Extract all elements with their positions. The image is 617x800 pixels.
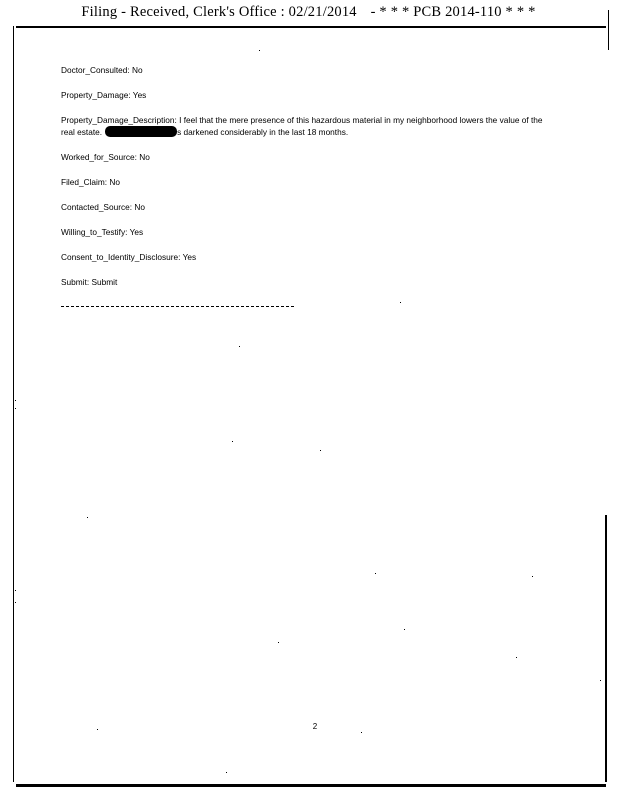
field-label: Consent_to_Identity_Disclosure:: [61, 252, 181, 262]
field-value: No: [134, 202, 145, 212]
field-willing-to-testify: [61, 226, 555, 238]
scan-speck: [239, 346, 240, 347]
scan-speck: [375, 573, 376, 574]
field-consent-to-identity-disclosure: [61, 251, 555, 263]
field-label: Property_Damage_Description:: [61, 115, 177, 125]
page-right-edge: [605, 515, 607, 782]
scan-speck: [15, 590, 16, 591]
scan-speck: [259, 50, 260, 51]
pcb-case-number: - * * * PCB 2014-110 * * *: [370, 4, 536, 20]
field-value: I feel that the mere presence of this hazardous material in my neighborhood lowers the value of the real estate.: [61, 115, 543, 137]
scan-speck: [278, 642, 279, 643]
scan-speck: [15, 400, 16, 401]
field-property-damage: [61, 89, 555, 101]
field-contacted-source: [61, 201, 555, 213]
field-submit: [61, 276, 555, 288]
scan-speck: [232, 441, 233, 442]
field-label: Willing_to_Testify:: [61, 227, 128, 237]
field-property-damage-description: [61, 114, 555, 138]
page-right-edge-top: [608, 10, 609, 50]
scan-speck: [361, 732, 362, 733]
field-label: Filed_Claim:: [61, 177, 108, 187]
field-label: Doctor_Consulted:: [61, 65, 130, 75]
page-number: 2: [312, 722, 318, 731]
scan-speck: [15, 602, 16, 603]
filing-received-text: Filing - Received, Clerk's Office : 02/21/2014: [81, 4, 357, 20]
scan-speck: [400, 302, 401, 303]
separator-line: [61, 306, 294, 308]
redaction-block: [105, 126, 177, 137]
field-value: Yes: [182, 252, 197, 262]
filing-stamp-header: [0, 4, 617, 21]
scan-speck: [15, 408, 16, 409]
field-label: Submit:: [61, 277, 90, 287]
field-value: Yes: [132, 90, 147, 100]
scan-speck: [97, 729, 98, 730]
scan-speck: [226, 772, 227, 773]
field-value-continued: s darkened considerably in the last 18 months.: [177, 127, 349, 137]
scan-speck: [516, 657, 517, 658]
field-value: No: [132, 65, 143, 75]
field-label: Property_Damage:: [61, 90, 131, 100]
field-worked-for-source: [61, 151, 555, 163]
field-value: Submit: [91, 277, 118, 287]
field-label: Contacted_Source:: [61, 202, 133, 212]
scan-speck: [600, 680, 601, 681]
scan-speck: [532, 576, 533, 577]
field-label: Worked_for_Source:: [61, 152, 137, 162]
scan-speck: [320, 450, 321, 451]
field-value: No: [139, 152, 150, 162]
field-doctor-consulted: [61, 64, 555, 76]
field-value: No: [109, 177, 121, 187]
field-value: Yes: [129, 227, 144, 237]
form-response-content: [61, 64, 555, 301]
scan-speck: [87, 517, 88, 518]
field-filed-claim: [61, 176, 555, 188]
page-left-edge: [13, 26, 14, 782]
scan-speck: [404, 629, 405, 630]
